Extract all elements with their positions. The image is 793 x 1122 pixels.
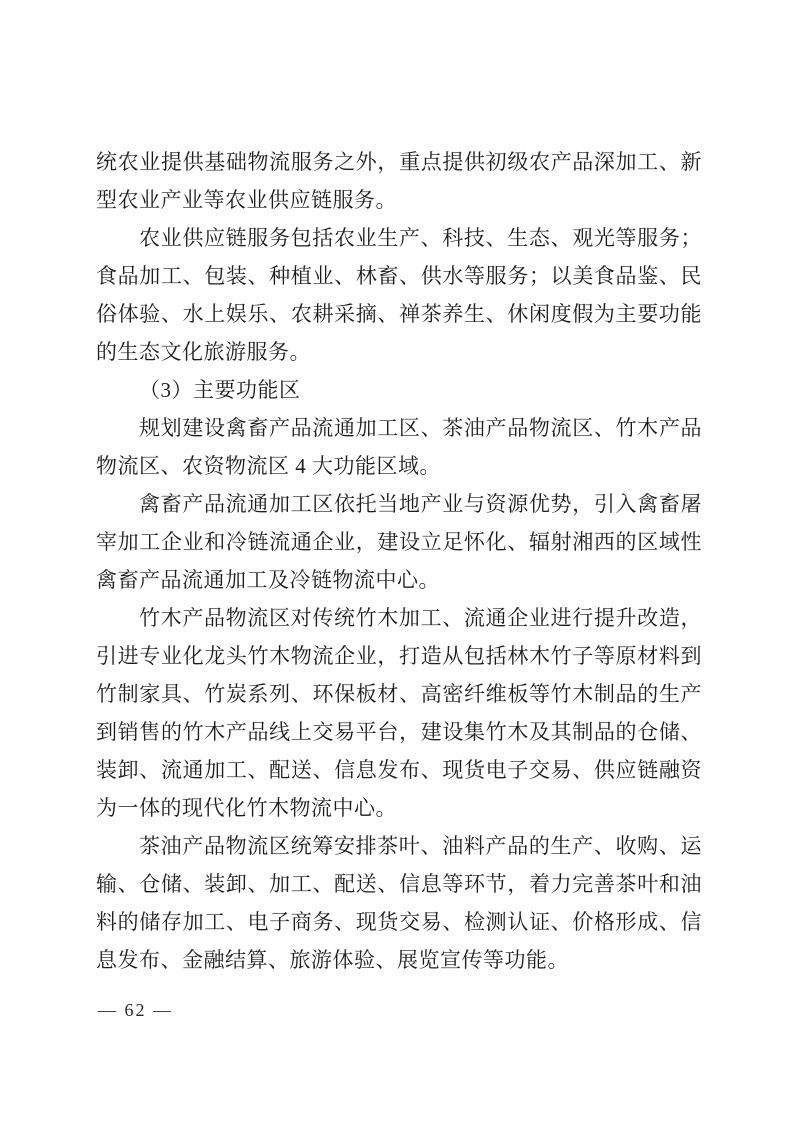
text-line: 俗体验、水上娱乐、农耕采摘、禅茶养生、休闲度假为主要功能	[96, 302, 702, 326]
text-line: 禽畜产品流通加工及冷链物流中心。	[96, 568, 440, 592]
text-line: 竹木产品物流区对传统竹木加工、流通企业进行提升改造，	[139, 606, 702, 630]
text-line: 统农业提供基础物流服务之外，重点提供初级农产品深加工、新	[96, 150, 702, 174]
text-line: 宰加工企业和冷链流通企业，建设立足怀化、辐射湘西的区域性	[96, 530, 702, 554]
document-lines	[96, 143, 702, 979]
text-line: 茶油产品物流区统筹安排茶叶、油料产品的生产、收购、运	[139, 834, 702, 858]
text-line: 装卸、流通加工、配送、信息发布、现货电子交易、供应链融资	[96, 758, 702, 782]
page-footer	[98, 998, 173, 1022]
text-line: 输、仓储、装卸、加工、配送、信息等环节，着力完善茶叶和油	[96, 872, 702, 896]
text-line: 为一体的现代化竹木物流中心。	[96, 796, 397, 820]
text-line: 禽畜产品流通加工区依托当地产业与资源优势，引入禽畜屠	[139, 492, 702, 516]
text-line: 到销售的竹木产品线上交易平台，建设集竹木及其制品的仓储、	[96, 720, 702, 744]
text-line: 竹制家具、竹炭系列、环保板材、高密纤维板等竹木制品的生产	[96, 682, 702, 706]
text-line: 食品加工、包装、种植业、林畜、供水等服务；以美食品鉴、民	[96, 264, 702, 288]
text-line: （3）主要功能区	[139, 378, 301, 402]
text-line: 息发布、金融结算、旅游体验、展览宣传等功能。	[96, 948, 569, 972]
text-line: 的生态文化旅游服务。	[96, 340, 311, 364]
text-line: 规划建设禽畜产品流通加工区、茶油产品物流区、竹木产品	[139, 416, 702, 440]
text-line: 料的储存加工、电子商务、现货交易、检测认证、价格形成、信	[96, 910, 702, 934]
text-line: 农业供应链服务包括农业生产、科技、生态、观光等服务；	[139, 226, 702, 250]
text-line: 物流区、农资物流区 4 大功能区域。	[96, 454, 441, 478]
page-number: — 62 —	[98, 1000, 173, 1020]
text-line: 型农业产业等农业供应链服务。	[96, 188, 397, 212]
text-line: 引进专业化龙头竹木物流企业，打造从包括林木竹子等原材料到	[96, 644, 702, 668]
